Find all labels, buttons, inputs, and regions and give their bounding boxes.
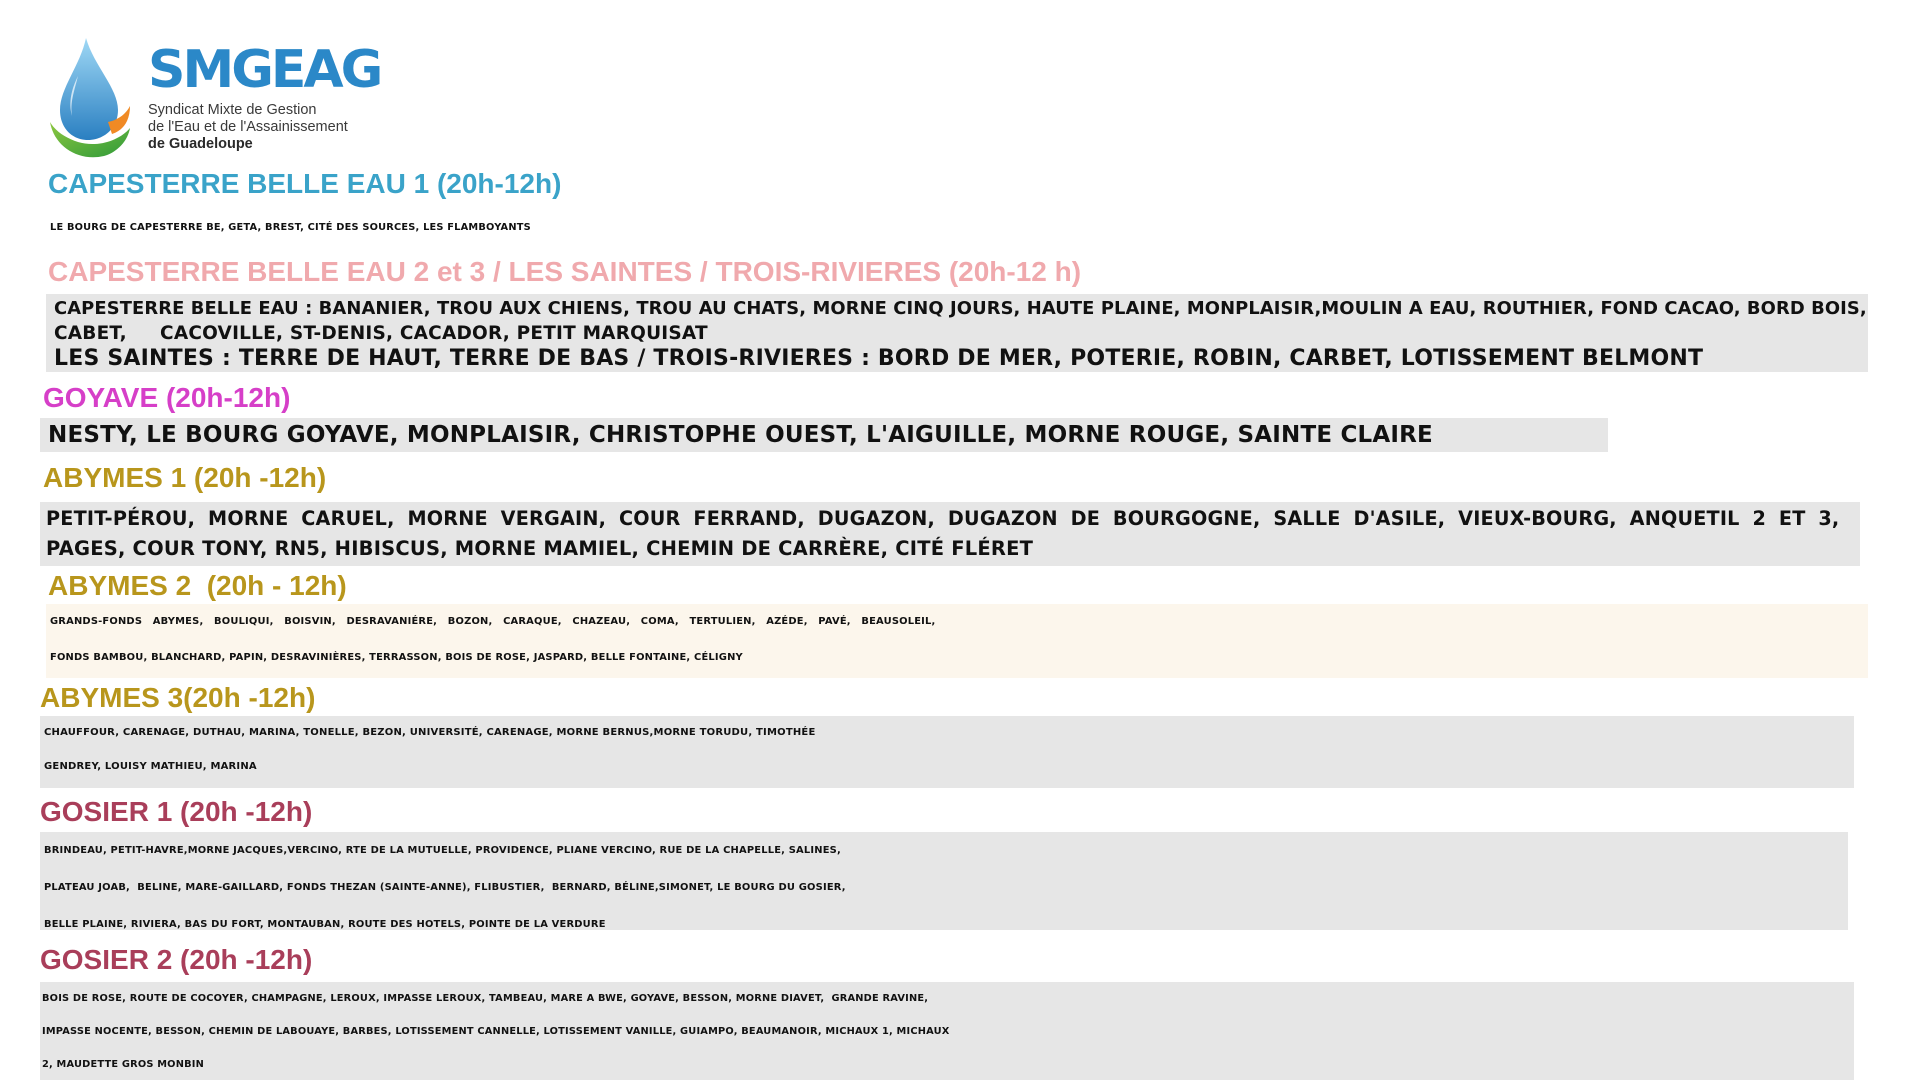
section-title-capesterre-1: CAPESTERRE BELLE EAU 1 (20h-12h)	[48, 168, 562, 199]
area-list-line: IMPASSE NOCENTE, BESSON, CHEMIN DE LABOUAYE, BARBES, LOTISSEMENT CANNELLE, LOTISSEMENT VANILLE, GUIAMPO, BEAUMANOIR, MICHAUX 1, MICHAUX	[42, 1026, 950, 1037]
section-body-abymes-1	[40, 502, 1860, 566]
section-title-goyave: GOYAVE (20h-12h)	[43, 382, 291, 413]
section-title-gosier-1: GOSIER 1 (20h -12h)	[40, 796, 313, 827]
area-list-line: PLATEAU JOAB, BELINE, MARE-GAILLARD, FONDS THEZAN (SAINTE-ANNE), FLIBUSTIER, BERNARD, BÉLINE,SIMONET, LE BOURG DU GOSIER,	[44, 882, 846, 893]
logo-wordmark: SMGEAG	[148, 40, 381, 100]
section-title-capesterre-2-3: CAPESTERRE BELLE EAU 2 et 3 / LES SAINTES / TROIS-RIVIERES (20h-12 h)	[48, 256, 1082, 287]
area-list-line: BRINDEAU, PETIT-HAVRE,MORNE JACQUES,VERCINO, RTE DE LA MUTUELLE, PROVIDENCE, PLIANE VERCINO, RUE DE LA CHAPELLE, SALINES,	[44, 845, 841, 856]
area-list-line: FONDS BAMBOU, BLANCHARD, PAPIN, DESRAVINIÈRES, TERRASSON, BOIS DE ROSE, JASPARD, BELLE FONTAINE, CÉLIGNY	[50, 652, 743, 663]
section-body-capesterre-1	[46, 212, 1090, 244]
area-list-line: CABET, CACOVILLE, ST-DENIS, CACADOR, PETIT MARQUISAT	[54, 323, 708, 344]
section-body-abymes-2	[46, 604, 1868, 678]
section-title-abymes-2: ABYMES 2 (20h - 12h)	[48, 570, 347, 601]
section-body-abymes-3	[40, 716, 1854, 788]
logo-subtitle-line: de l'Eau et de l'Assainissement	[148, 119, 348, 135]
section-title-abymes-1: ABYMES 1 (20h -12h)	[43, 462, 327, 493]
area-list-line: BELLE PLAINE, RIVIERA, BAS DU FORT, MONTAUBAN, ROUTE DES HOTELS, POINTE DE LA VERDURE	[44, 919, 606, 930]
area-list-line: GRANDS-FONDS ABYMES, BOULIQUI, BOISVIN, DESRAVANIÉRE, BOZON, CARAQUE, CHAZEAU, COMA, TERTULIEN, AZÉDE, PAVÉ, BEAUSOLEIL,	[50, 616, 936, 627]
section-body-gosier-2	[40, 982, 1854, 1080]
area-list-line: GENDREY, LOUISY MATHIEU, MARINA	[44, 761, 257, 772]
section-body-goyave	[40, 418, 1608, 452]
section-body-capesterre-2-3	[46, 294, 1868, 372]
water-drop-logo-icon	[48, 36, 132, 161]
area-list-line: LE BOURG DE CAPESTERRE BE, GETA, BREST, CITÉ DES SOURCES, LES FLAMBOYANTS	[50, 222, 531, 233]
section-title-gosier-2: GOSIER 2 (20h -12h)	[40, 944, 313, 975]
logo-subtitle-line: Syndicat Mixte de Gestion	[148, 102, 317, 118]
area-list-line: 2, MAUDETTE GROS MONBIN	[42, 1059, 205, 1070]
logo-subtitle	[148, 102, 408, 153]
section-body-gosier-1	[40, 832, 1848, 930]
smgeag-logo	[48, 36, 388, 161]
area-list-line: PETIT-PÉROU, MORNE CARUEL, MORNE VERGAIN, COUR FERRAND, DUGAZON, DUGAZON DE BOURGOGNE, SALLE D'ASILE, VIEUX-BOURG, ANQUETIL 2 ET 3,	[46, 507, 1840, 530]
area-list-line: CHAUFFOUR, CARENAGE, DUTHAU, MARINA, TONELLE, BEZON, UNIVERSITÉ, CARENAGE, MORNE BERNUS,MORNE TORUDU, TIMOTHÉE	[44, 727, 816, 738]
area-list-line: BOIS DE ROSE, ROUTE DE COCOYER, CHAMPAGNE, LEROUX, IMPASSE LEROUX, TAMBEAU, MARE A BWE, GOYAVE, BESSON, MORNE DIAVET, GRANDE RAVINE,	[42, 993, 929, 1004]
area-list-line: LES SAINTES : TERRE DE HAUT, TERRE DE BAS / TROIS-RIVIERES : BORD DE MER, POTERIE, ROBIN, CARBET, LOTISSEMENT BELMONT	[54, 346, 1704, 371]
section-title-abymes-3: ABYMES 3(20h -12h)	[40, 682, 316, 713]
area-list-line: CAPESTERRE BELLE EAU : BANANIER, TROU AUX CHIENS, TROU AU CHATS, MORNE CINQ JOURS, HAUTE PLAINE, MONPLAISIR,MOULIN A EAU, ROUTHIER, FOND CACAO, BORD BOIS,	[54, 298, 1867, 319]
area-list-line: NESTY, LE BOURG GOYAVE, MONPLAISIR, CHRISTOPHE OUEST, L'AIGUILLE, MORNE ROUGE, SAINTE CLAIRE	[48, 422, 1433, 448]
area-list-line: PAGES, COUR TONY, RN5, HIBISCUS, MORNE MAMIEL, CHEMIN DE CARRÈRE, CITÉ FLÉRET	[46, 537, 1034, 560]
logo-subtitle-line: de Guadeloupe	[148, 136, 253, 152]
